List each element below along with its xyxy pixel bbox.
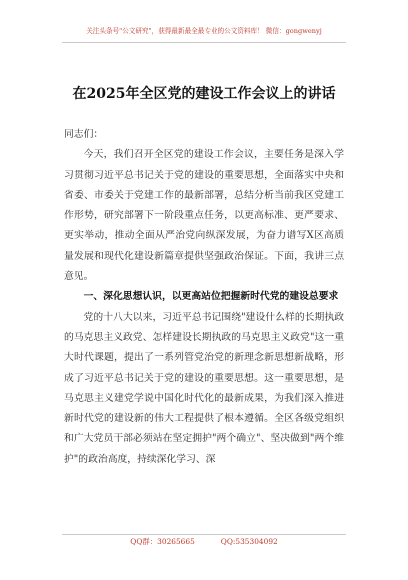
section-heading: 一、深化思想认识，以更高站位把握新时代党的建设总要求	[83, 291, 339, 303]
header-divider	[62, 42, 346, 43]
footer-divider	[62, 534, 346, 535]
footer-contact	[0, 537, 408, 547]
header-promo-note: 关注头条号"公文研究"，获得最新最全最专业的公文资料库！ 微信：gongwenyj	[86, 27, 322, 35]
footer-qq-group: QQ群：30265665	[130, 537, 195, 546]
document-body	[64, 125, 344, 470]
section-paragraph: 党的十八大以来，习近平总书记围绕"建设什么样的长期执政的马克思主义政党、怎样建设长期执政的马克思主义政党"这一重大时代课题，提出了一系列管党治党的新理念新思想新战略，形成了习近平总书记关于党的建设的重要思想。这一重要思想，是马克思主义建党学说中国化时代化的最新成果，为我们深入推进新时代党的建设新的伟大工程提供了根本遵循。全区各级党组织和广大党员干部必须站在坚定拥护"两个确立"、坚决做到"两个维护"的政治高度，持续深化学习、深	[64, 311, 344, 465]
salutation: 同志们：	[64, 129, 104, 140]
intro-paragraph: 今天，我们召开全区党的建设工作会议，主要任务是深入学习贯彻习近平总书记关于党的建设的重要思想，全面落实中央和省委、市委关于党建工作的最新部署，总结分析当前我区党建工作形势，研究部署下一阶段重点任务，以更高标准、更严要求、更实举动，推动全面从严治党向纵深发展，为奋力谱写X区高质量发展和现代化建设新篇章提供坚强政治保证。下面，我讲三点意见。	[64, 149, 344, 283]
document-title: 在2025年全区党的建设工作会议上的讲话	[72, 86, 336, 102]
footer-qq: QQ:535304092	[220, 537, 278, 546]
